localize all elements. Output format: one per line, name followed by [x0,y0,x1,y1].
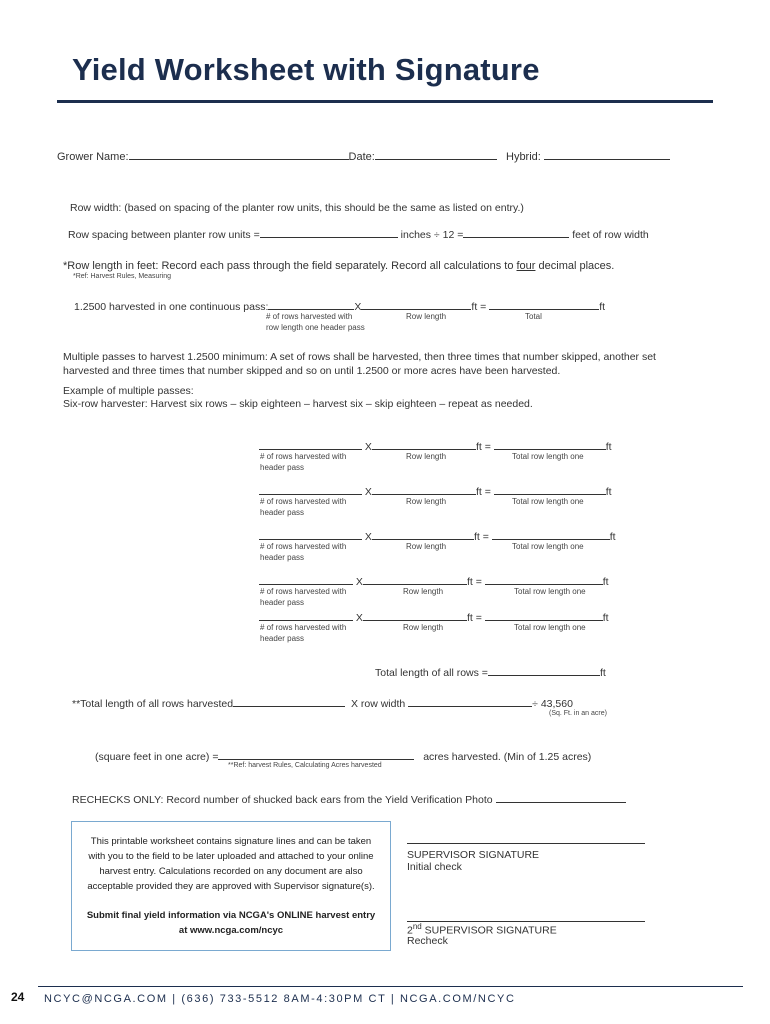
row-spacing-label: Row spacing between planter row units = [68,229,260,241]
pass-total-caption: Total row length one [514,623,586,632]
pass-total-caption: Total row length one [514,587,586,596]
row-length-intro [63,260,614,272]
pass-row [259,439,612,453]
multiply-sign: X [354,301,362,313]
continuous-rows-caption-1: # of rows harvested with [266,312,353,321]
ordinal-number: 2 [407,924,413,937]
ft-unit: ft [602,576,609,588]
pass-total-field[interactable] [492,529,610,540]
pass-length-caption: Row length [406,452,447,461]
footer-contact: NCYC@NCGA.COM | (636) 733-5512 8AM-4:30PM CT | NCGA.COM/NCYC [44,993,516,1005]
page-number: 24 [11,990,25,1004]
acres-ref: **Ref: harvest Rules, Calculating Acres harvested [228,762,382,769]
info-box-text: This printable worksheet contains signature lines and can be taken with you to the field to be later uploaded and attached to your online harvest entry. Calculations recorded on any document are also acceptable provided they are approved with Supervisor signature(s). [87,836,375,892]
multiply-sign: X [355,576,363,588]
pass-total-field[interactable] [494,439,606,450]
info-box-submit-text: Submit final yield information via NCGA's ONLINE harvest entry at www.ncga.com/ncyc [86,910,376,936]
pass-rows-caption-2: header pass [260,463,305,472]
ft-equals: ft = [473,531,489,543]
row-length-intro-end: decimal places. [535,260,615,272]
pass-total-caption: Total row length one [512,542,584,551]
grower-name-label: Grower Name: [57,151,129,163]
pass-row [259,610,609,624]
grower-name-field[interactable] [129,149,349,160]
multiple-passes-para-2: harvested and three times that number skipped and so on until 1.2500 or more acres have been harvested. [63,365,561,377]
ft-unit: ft [602,612,609,624]
pass-length-caption: Row length [403,623,444,632]
pass-length-field[interactable] [372,484,476,495]
second-supervisor-signature-sub: Recheck [407,935,448,947]
pass-row [259,529,616,543]
feet-label: feet of row width [572,229,649,241]
pass-rows-caption-1: # of rows harvested with [260,497,347,506]
row-length-intro-text: *Row length in feet: Record each pass through the field separately. Record all calculations to [63,260,517,272]
pass-total-caption: Total row length one [512,452,584,461]
acres-field[interactable] [218,749,414,760]
ft-unit: ft [605,441,612,453]
total-rows-field[interactable] [488,665,600,676]
supervisor-signature-sub: Initial check [407,861,462,873]
rechecks-line [72,792,626,806]
ft-unit: ft [605,486,612,498]
pass-rows-field[interactable] [259,484,362,495]
acres-label: (square feet in one acre) = [95,751,219,763]
divide-acre: ÷ 43,560 [532,698,573,710]
pass-rows-caption-2: header pass [260,508,305,517]
pass-length-field[interactable] [363,610,467,621]
pass-length-caption: Row length [406,542,447,551]
total-harvested-label: **Total length of all rows harvested [72,698,234,710]
supervisor-signature-title: SUPERVISOR SIGNATURE [407,849,540,861]
ft-unit: ft [599,301,606,313]
second-supervisor-title-text: SUPERVISOR SIGNATURE [421,924,557,937]
example-text: Six-row harvester: Harvest six rows – skip eighteen – harvest six – skip eighteen – repeat as needed. [63,398,533,410]
pass-rows-caption-2: header pass [260,598,305,607]
continuous-pass-label: 1.2500 harvested in one continuous pass: [74,301,269,313]
rechecks-field[interactable] [496,792,626,803]
supervisor-signature-line[interactable] [407,843,645,844]
pass-total-field[interactable] [485,574,603,585]
title-rule [57,100,713,103]
pass-row [259,574,609,588]
continuous-length-caption: Row length [406,312,447,321]
inches-label: inches ÷ 12 = [400,229,464,241]
date-field[interactable] [375,149,497,160]
pass-length-caption: Row length [406,497,447,506]
multiply-sign: X [355,612,363,624]
ft-unit: ft [609,531,616,543]
pass-total-field[interactable] [485,610,603,621]
acres-line [95,749,591,763]
pass-rows-caption-1: # of rows harvested with [260,623,347,632]
ordinal-suffix: nd [412,922,422,931]
pass-total-field[interactable] [494,484,606,495]
pass-length-field[interactable] [372,439,476,450]
pass-rows-caption-2: header pass [260,634,305,643]
total-rows-label: Total length of all rows = [375,667,488,679]
pass-rows-caption-1: # of rows harvested with [260,452,347,461]
continuous-rows-caption-2: row length one header pass [266,323,365,332]
ft-equals: ft = [475,486,491,498]
continuous-pass-line [74,299,605,313]
hybrid-field[interactable] [544,149,670,160]
footer-rule [38,986,743,987]
pass-rows-field[interactable] [259,610,353,621]
example-title: Example of multiple passes: [63,385,194,397]
row-spacing-field[interactable] [260,227,398,238]
total-harvested-field[interactable] [233,696,345,707]
multiply-sign: X [364,441,372,453]
continuous-length-field[interactable] [361,299,471,310]
pass-rows-caption-1: # of rows harvested with [260,587,347,596]
pass-rows-field[interactable] [259,574,353,585]
pass-rows-field[interactable] [259,529,362,540]
page-title: Yield Worksheet with Signature [72,52,540,87]
ft-unit: ft [599,667,606,679]
hybrid-label: Hybrid: [506,151,541,163]
rechecks-label: RECHECKS ONLY: Record number of shucked back ears from the Yield Verification Photo [72,794,493,806]
grower-line [57,149,670,163]
continuous-rows-field[interactable] [268,299,354,310]
ft-equals: ft = [471,301,487,313]
pass-rows-field[interactable] [259,439,362,450]
pass-length-field[interactable] [372,529,474,540]
row-width-label: X row width [350,698,406,710]
info-box [71,821,391,951]
ft-equals: ft = [475,441,491,453]
continuous-total-caption: Total [525,312,542,321]
inches-field[interactable] [463,227,569,238]
multiple-passes-para-1: Multiple passes to harvest 1.2500 minimum: A set of rows shall be harvested, then three times that number skipped, another set [63,351,656,363]
multiply-sign: X [364,486,372,498]
row-length-ref: *Ref: Harvest Rules, Measuring [73,273,172,280]
pass-rows-caption-2: header pass [260,553,305,562]
acres-harvested-label: acres harvested. (Min of 1.25 acres) [423,751,592,763]
pass-rows-caption-1: # of rows harvested with [260,542,347,551]
ft-equals: ft = [466,612,482,624]
pass-length-field[interactable] [363,574,467,585]
pass-total-caption: Total row length one [512,497,584,506]
continuous-total-field[interactable] [489,299,599,310]
total-harvested-line [72,696,573,710]
pass-length-caption: Row length [403,587,444,596]
ft-equals: ft = [466,576,482,588]
date-label: Date: [348,151,375,163]
row-length-intro-emphasis: four [516,260,536,272]
row-width-intro: Row width: (based on spacing of the planter row units, this should be the same as listed on entry.) [70,202,524,214]
row-spacing-line [68,227,649,241]
row-width-field[interactable] [408,696,532,707]
multiply-sign: X [364,531,372,543]
pass-row [259,484,612,498]
total-rows-line [375,665,606,679]
sqft-note: (Sq. Ft. in an acre) [549,710,607,717]
